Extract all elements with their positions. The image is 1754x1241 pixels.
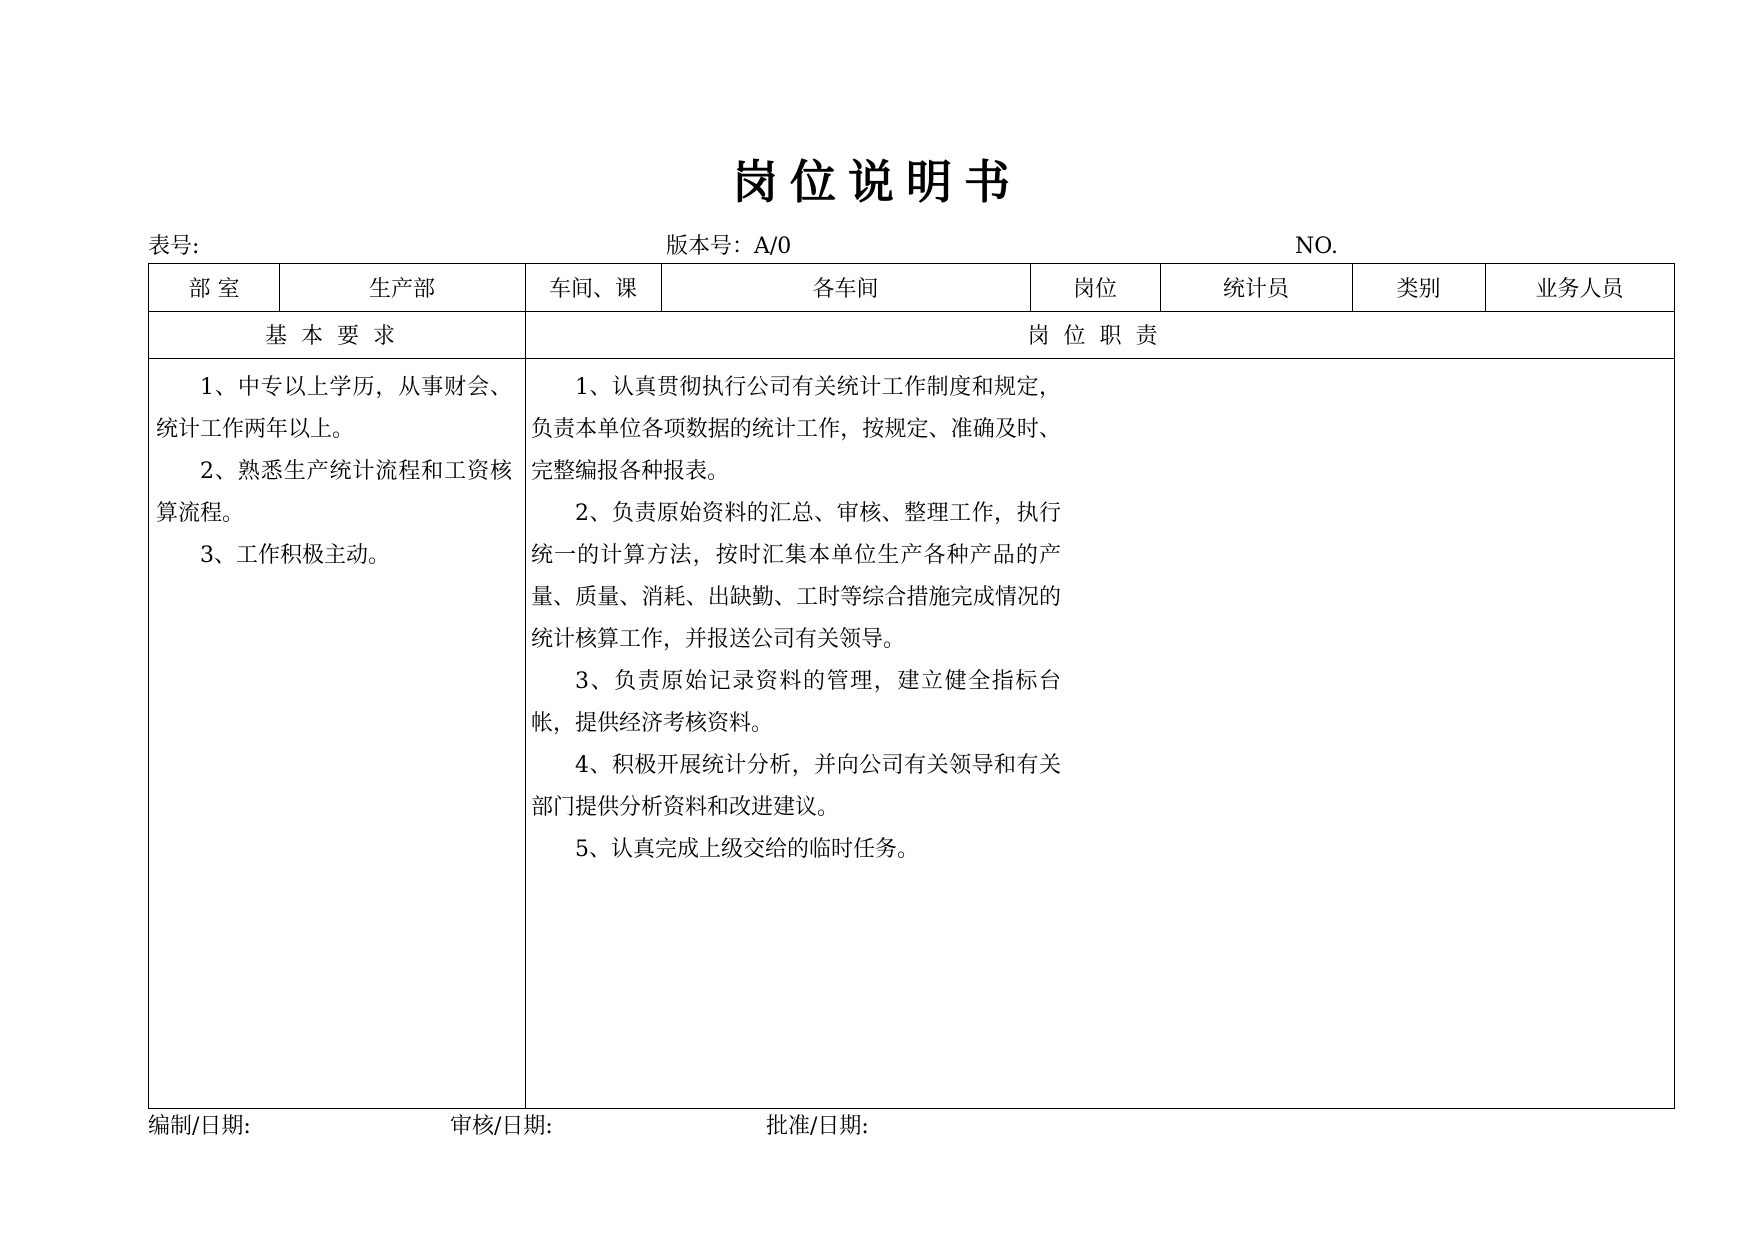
requirements-heading: 基本要求 [264,324,409,349]
compiled-by-date-label: 编制/日期: [148,1114,251,1139]
duty-item: 2、负责原始资料的汇总、审核、整理工作，执行统一的计算方法，按时汇集本单位生产各种产品的产量、质量、消耗、出缺勤、工时等综合措施完成情况的统计核算工作，并报送公司有关领导。 [531,501,1061,652]
version-label: 版本号：A/0 [666,234,792,259]
approved-by-date-label: 批准/日期: [766,1114,869,1139]
duties-list [531,367,1061,871]
section-heading-divider [149,358,1674,359]
duty-item: 1、认真贯彻执行公司有关统计工作制度和规定，负责本单位各项数据的统计工作，按规定、准确及时、完整编报各种报表。 [531,375,1061,484]
category-value: 业务人员 [1535,277,1624,302]
duty-item: 3、负责原始记录资料的管理，建立健全指标台帐，提供经济考核资料。 [531,669,1061,736]
requirement-item: 2、熟悉生产统计流程和工资核算流程。 [156,459,512,526]
workshop-label: 车间、课 [548,277,637,302]
position-value: 统计员 [1222,277,1289,302]
job-description-table [148,263,1675,1109]
position-label: 岗位 [1072,277,1117,302]
requirement-item: 3、工作积极主动。 [200,543,390,568]
reviewed-by-date-label: 审核/日期: [450,1114,553,1139]
requirement-item: 1、中专以上学历，从事财会、统计工作两年以上。 [156,375,512,442]
document-title: 岗位说明书 [732,155,1022,209]
workshop-value: 各车间 [812,277,879,302]
requirements-list [156,367,512,577]
category-label: 类别 [1396,277,1441,302]
document-number-label: NO. [1295,234,1338,259]
department-label: 部 室 [188,277,240,302]
duties-heading: 岗位职责 [1027,324,1172,349]
duty-item: 4、积极开展统计分析，并向公司有关领导和有关部门提供分析资料和改进建议。 [531,753,1061,820]
department-value: 生产部 [368,277,435,302]
main-column-divider [525,264,526,1109]
duty-item: 5、认真完成上级交给的临时任务。 [575,837,919,862]
form-number-label: 表号: [148,234,200,259]
